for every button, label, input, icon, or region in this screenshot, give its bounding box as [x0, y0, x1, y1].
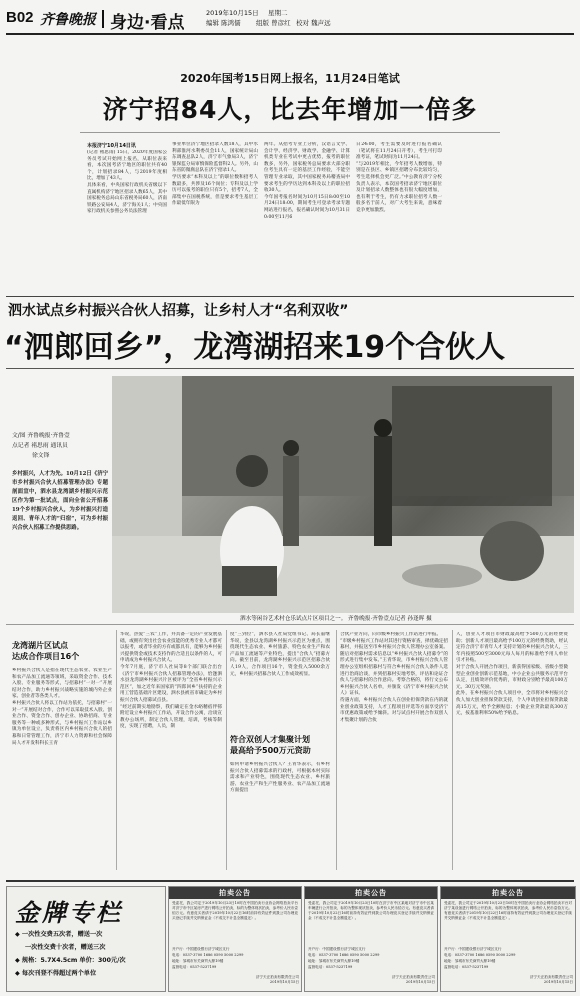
story1-col3: 两年。从招考专业上分析，汉语言文学、会计学、经济学、财政学、金融学、计算机类专业在考试中更占优势，报考的职位数多，另外，国家税务总局要求大部分职位考生具有一定的基层工作经验，不能空管理专业录取，其中国家税务局稽查局中要求考生的学历达到本科及以上的职位招收30人。 今年国考报名时间为10月15日8:00至10月24日18:00，期间考生可登录考录专题网站进行报名，报名确认时间为10月31日0:00至11月6: [264, 142, 350, 220]
subhead-pilot-projects: 龙湾湖片区试点 达成合作项目16个: [12, 641, 80, 661]
auction-title-3: 拍卖公告: [441, 887, 575, 899]
story1-col1-lead: 本报济宁10月14日讯: [87, 143, 136, 149]
story2-body-col4: 合伙产业方向，向市级乡村振兴工作站进行申报。 “市级乡村振兴工作站对其进行资格审查，择优确定招募村，并报送至市乡村振兴合伙人管理办公室备案。随后对招募村需求信息以“乡村振兴合伙人招募令”的形式进行集中发布。”王青华说，市乡村振兴合伙人管理办公室组织招募村与符合乡村振兴合伙人条件人选进行治商洽谈，并到招募村实地考察，评估和论证合伙人与招募村的合作意向。考察合格的，将行文公布乡村振兴合伙人名单，并颁发《济宁市乡村振兴合伙人》证书。 待遇方面，乡村振兴合伙人在创业担保贷款在内的就业创业政策支持，人才工程项目评选等方面享受济宁市优惠政策或给予倾斜。对与试点村开展合作双创人才集聚计划的合伙: [340, 632, 448, 723]
auction-body-2: 受委托，我公司定于2019年10月23日10时在济宁市中区某地对济宁市中区某车辆进行公开拍卖，标的为整体现状拍卖，参考价人民币拾万元。有意竞买者请于2019年10月22日16时前持有效证件到我公司办理竞买登记手续并交纳保证金（不成交不计息全额退还）。: [308, 901, 434, 920]
designer-credit: 组版 曾彦红: [256, 19, 291, 27]
story2-body-col3: 度“三到位”，泗水县人社局党组书记、局长董继华说，金县以龙湾湖乡村振兴示范区为重点，围绕现代生态农业、乡村旅游、特色农业生产和农产品加工流通等产业特色，提出“合伙人”招募方向。截至目前，龙湾湖乡村振兴示范区招募合伙人19人，合作项目16个，资金投入5000余万元，乡村振兴招募合伙人工作成效初显。: [230, 632, 330, 677]
auction-address-3: 地址：邹城市东关商贸大厦19楼: [444, 959, 496, 963]
caption-rule: [6, 624, 574, 625]
auction-phone-2: 电话：0537-3700 1686 0590 5000 2299: [308, 953, 380, 957]
auction-hotline-3: 监督电话：0537-5237199: [444, 965, 489, 969]
story1-col1: (记者 褚思雨) 15日，2020年度国家公务员考试开始网上报名，从职位表来看，本次国考济宁地区的职位共有40个，计划招录84人，与2019年度相比，增加了43人。 具体来看，中央国家行政机关省级以下直属机构济宁地区招录人数65人，其中国家税务总局山东省税务局60人，济南铁路公安局4人，济宁海关1人；中央国家行政机关参照公务员法管理: [87, 150, 167, 215]
col-divider-1: [116, 630, 117, 870]
auction-hotline-2: 监督电话：0537-5237199: [308, 965, 353, 969]
story1-col2: 事业单位济宁地区招录人数18人，其中水利部淮河水利委员会11人，国家统计局山东调查总队2人，济宁市气象局3人，济宁银保监分局审慎保险监督科2人。另外，山东省防微腐总队在济宁招录1人。 学历要求“本科及以上”的职位数和招考人数最多，共涉及16个岗位；专科及以上学历可以报考的职位只有5个，招考7人，全部集中在国税系统，但是要求考生基层工作最低年限为: [172, 142, 258, 207]
auction-contact-1: 开户行：中国建设银行济宁城区支行: [172, 947, 230, 951]
gold-column-ad: [6, 886, 166, 992]
story2-byline-3: 徐文锋: [32, 453, 50, 459]
auction-body-1: 受委托，我公司定于2019年10月23日10时在中国拍卖行业协会网络拍卖平台对济宁市中区某房产进行网络公开拍卖，标的为整体现状拍卖，参考价人民币壹佰万元。有意竞买者请于2019年10月22日16时前持有效证件到我公司办理竞买登记手续并交纳保证金（不成交不计息全额退还）。: [172, 901, 298, 920]
proofreader-credit: 校对 魏声远: [296, 19, 331, 27]
story2-body-col1: 乡村振兴合伙人是指在现代生态农业、农业生产和农产品加工流通等领域，采取资金合作、技术入股、专业服务等形式，与招募村“一对一”开展结对合作，助力乡村振兴战略实施的城内外企业家、创业者等各类人才。 乡村振兴合伙人将以工作站为依托，与招募村“一对一”开展结对合作，合作可以采取技术入股、创业合作、资金合作、创办企业、协助招商、专业服务等一种或多种形式，与乡村振兴工作站以乡镇为单位设立，负责将区内乡村振兴合伙人的招募和日常管理工作，济宁市人力资源和社会保障局人才开发科科长王青: [12, 668, 112, 746]
story2-headline: “泗郎回乡”，龙湾湖招来19个合伙人: [4, 330, 506, 365]
auction-address-2: 地址：邹城市东关商贸大厦19楼: [308, 959, 360, 963]
auction-address-1: 地址：邹城市东关商贸大厦19楼: [172, 959, 224, 963]
ad-left-item-2: 一次性交费十次者，赠送三次: [25, 944, 106, 951]
brand-logo: 齐鲁晚报: [40, 12, 96, 28]
issue-date: 2019年10月15日: [206, 9, 259, 17]
divider-bar: [102, 10, 104, 28]
auction-title-2: 拍卖公告: [305, 887, 437, 899]
auction-phone-3: 电话：0537-3700 1686 0590 5000 2299: [444, 953, 516, 957]
story2-rule: [6, 368, 574, 369]
page-number: B02: [6, 9, 34, 26]
story2-byline-2: 点记者 褚思雨 通讯员: [12, 443, 68, 449]
ad-left-item-1: ◆ 一次性交费五次者，赠送一次: [15, 931, 103, 938]
subhead-funding: 符合双创人才集聚计划 最高给予500万元资助: [230, 735, 311, 755]
issue-weekday: 星期二: [268, 9, 288, 17]
story2-body-col5: 人，创业人才项目市财政最高给予500万元的经费资助；创新人才项目最高给予100万元的经费资助，经认定符合济宁市青年人才支持计划的乡村振兴合伙人，三年内按照500至3000元每人每月的标准给予用人单位引才补贴。 对于合伙人开展合作项目，新获得国家级、省级小型微型企业创业创新示范基地，中小企业公共服务示范平台认定，且绩效评价优秀的，市财政分别给予最高100万元、30万元奖励。 此外，在乡村振兴合伙人项目中，全市将对乡村振兴合伙人加大创业担保贷款支持，个人申请创业担保贷款最高15万元，给予全额贴息；小微企业贷款最高300万元，按基准利率50%给予贴息。: [456, 632, 568, 717]
photo-caption: 泗水等闲谷艺术村仓乐试点片区项目之一。 齐鲁晚报·齐鲁壹点记者 孙逢晖 摄: [240, 616, 432, 622]
auction-phone-1: 电话：0537-3700 1686 0590 5000 2299: [172, 953, 244, 957]
editor-credit: 编辑 陈鸿儒: [206, 19, 241, 27]
col-divider-2: [226, 630, 227, 870]
news-photo: [112, 376, 574, 613]
auction-hotline-1: 监督电话：0537-5237199: [172, 965, 217, 969]
gold-column-logo: 金牌专栏: [15, 898, 123, 927]
auction-notice-2: [304, 886, 438, 992]
ads-rule: [6, 880, 574, 882]
auction-contact-3: 开户行：中国建设银行济宁城区支行: [444, 947, 502, 951]
header-rule: [6, 33, 574, 35]
story2-intro: 乡村振兴，人才为先。10月12日《济宁市乡村振兴合伙人招募管理办法》专题剖面宣中，泗水县龙湾湖乡村振兴示范区作为第一批试点，面向全省公开招募19个乡村振兴合伙人，为乡村振兴打造返回、青年人才的“归宿”，可为乡村振兴合伙人招募工作提供思路。: [12, 471, 108, 531]
story1-rule: [80, 132, 500, 133]
photo-scene: [112, 376, 574, 613]
auction-footer-3: 济宁天正拍卖有限责任公司 2019年10月15日: [529, 975, 573, 984]
section-title: 身边·看点: [110, 13, 185, 33]
auction-footer-2: 济宁天正拍卖有限责任公司 2019年10月15日: [391, 975, 435, 984]
story-divider: [6, 296, 574, 297]
auction-notice-1: [168, 886, 302, 992]
story2-body-col3b: 如何申请乡村振兴合伙人？王青华表示，有乡村振兴合伙人招募需求的行政村，可根据本村实际需求和产业特色，围绕现代生态农业、乡村旅游、农业生产和生产性服务业、农产品加工流通方面提出: [230, 762, 330, 794]
col-divider-4: [452, 630, 453, 870]
page-header: [6, 6, 574, 32]
ad-left-item-3: ◆ 规格：5.7X4.5cm 单价：300元/次: [15, 957, 126, 964]
auction-contact-2: 开户行：中国建设银行济宁城区支行: [308, 947, 366, 951]
auction-title-1: 拍卖公告: [169, 887, 301, 899]
auction-notice-3: [440, 886, 576, 992]
story1-kicker: 2020年国考15日网上报名，11月24日笔试: [180, 72, 400, 85]
story1-headline: 济宁招84人，比去年增加一倍多: [102, 95, 478, 124]
story2-byline-1: 文/图 齐鲁晚报·齐鲁壹: [12, 433, 70, 439]
story2-kicker: 泗水试点乡村振兴合伙人招募，让乡村人才“名利双收”: [8, 303, 349, 319]
auction-body-3: 受委托，我公司定于2019年10月23日10时在中国拍卖行业协会网络拍卖平台对济宁某设备进行网络公开拍卖，标的为整体现状拍卖，参考价人民币壹拾万元。有意竞买者请于2019年10月22日16时前持有效证件到我公司办理竞买登记手续并交纳保证金（不成交不计息全额退还）。: [444, 901, 572, 920]
story1-col4: 日24:00，考生需要及时进行报名确认（笔试将在11月24日开考），考生可打印准考证，笔试时间为11月24日。 “与2019年相比，今年招考人数增加，特别是在县区、乡镇区招聘分布比较均匀，考生选择机会更广泛。”中公教育济宁分校负责人表示，本次国考招录济宁地区职位及计划招录人数整体也有很大幅度增加，也有利于考生，仍有力求职位招考人数一般多名于前人，对广大考生来说，意味着竞争更加激烈。: [356, 142, 442, 213]
story2-body-col2: 华说，热爱“三农”工作，并具备一定的产业发展基础，或拥有突出社会农业技能的优秀专业人才都可以报考，或者毕业的方有或都具有，能够为乡村振兴提供资金或技术支持作的合适且以条件的人，可申请成为乡村振兴合伙人。 今年7月底，济宁市人社局等8个部门联合出台《济宁市乡村振兴合伙人招募管理办法》，恰逢泗水县龙湾湖乡村振兴片区被评为“全省乡村振兴示范区”，加之近年来国家的“四郎回乡”扶持的企业用工营造基础片区建设，泗水县被省市确定为乡村振兴合伙人招募试点县。 “经过前期实地勘察，我们确定在金水峪精宿伴邨附近设立乡村振兴工作站，开设合作公寓，洽谈宣教办公场所，制定合伙人管理，培训，考核等制度，实现了招聘，人员，制: [120, 632, 222, 730]
ad-left-item-4: ◆ 每次刊登不得超过两个单位: [15, 970, 97, 977]
auction-footer-1: 济宁天正拍卖有限责任公司 2019年10月15日: [255, 975, 299, 984]
col-divider-3: [336, 630, 337, 870]
